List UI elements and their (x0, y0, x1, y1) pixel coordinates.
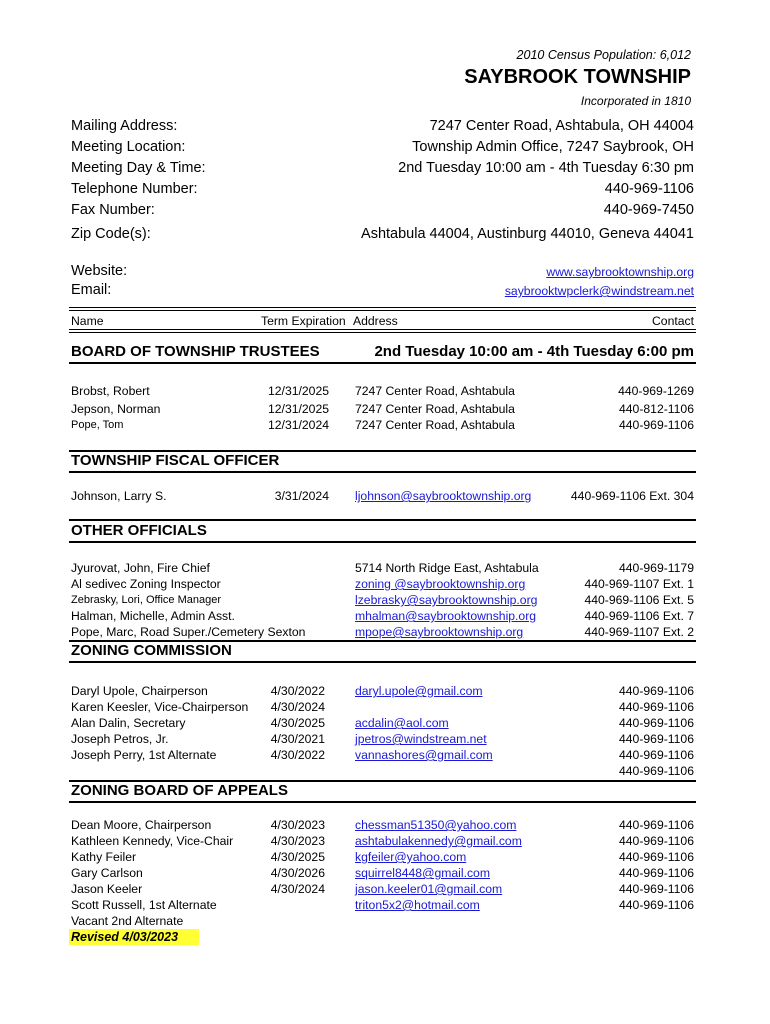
telephone-label: Telephone Number: (71, 181, 198, 197)
section-underline (69, 661, 696, 663)
zoning-member-term: 4/30/2022 (270, 748, 325, 762)
appeals-member-term: 4/30/2025 (270, 850, 325, 864)
zoning-member-email[interactable]: jpetros@windstream.net (355, 732, 487, 746)
official-contact: 440-969-1179 (619, 561, 694, 575)
website-label: Website: (71, 263, 128, 279)
mailing-address-label: Mailing Address: (71, 118, 178, 134)
official-email[interactable]: lzebrasky@saybrooktownship.org (355, 593, 538, 607)
zoning-member-email[interactable]: acdalin@aol.com (355, 716, 449, 730)
official-contact: 440-969-1107 Ext. 2 (584, 625, 694, 639)
trustee-address: 7247 Center Road, Ashtabula (355, 384, 515, 398)
appeals-member-term: 4/30/2023 (270, 818, 325, 832)
zoning-member-email[interactable]: daryl.upole@gmail.com (355, 684, 483, 698)
meeting-location-value: Township Admin Office, 7247 Saybrook, OH (412, 139, 694, 155)
fiscal-officer-name: Johnson, Larry S. (71, 489, 167, 503)
fax-label: Fax Number: (71, 202, 155, 218)
section-title-zoning-appeals: ZONING BOARD OF APPEALS (71, 782, 288, 799)
zoning-member-term: 4/30/2021 (270, 732, 325, 746)
section-title-zoning-commission: ZONING COMMISSION (71, 642, 232, 659)
fax-value: 440-969-7450 (603, 202, 694, 218)
appeals-member-contact: 440-969-1106 (619, 818, 694, 832)
appeals-member-term: 4/30/2024 (270, 882, 325, 896)
zoning-member-contact: 440-969-1106 (619, 748, 694, 762)
zoning-member-term: 4/30/2024 (270, 700, 325, 714)
trustee-term: 12/31/2025 (268, 402, 329, 416)
trustee-contact: 440-969-1269 (618, 384, 694, 398)
revised-date: Revised 4/03/2023 (69, 929, 199, 945)
official-name: Pope, Marc, Road Super./Cemetery Sexton (71, 625, 306, 639)
appeals-member-contact: 440-969-1106 (619, 850, 694, 864)
divider (69, 310, 696, 311)
official-email[interactable]: mhalman@saybrooktownship.org (355, 609, 537, 623)
census-population: 2010 Census Population: 6,012 (516, 48, 691, 62)
meeting-time-value: 2nd Tuesday 10:00 am - 4th Tuesday 6:30 pm (398, 160, 694, 176)
email-label: Email: (71, 282, 112, 298)
official-address: 5714 North Ridge East, Ashtabula (355, 561, 539, 575)
meeting-time-label: Meeting Day & Time: (71, 160, 206, 176)
section-underline (69, 541, 696, 543)
column-name: Name (71, 314, 104, 328)
fiscal-officer-email[interactable]: ljohnson@saybrooktownship.org (355, 489, 532, 503)
appeals-member-email[interactable]: jason.keeler01@gmail.com (355, 882, 503, 896)
appeals-member-contact: 440-969-1106 (619, 866, 694, 880)
zoning-member-term: 4/30/2022 (270, 684, 325, 698)
divider (69, 329, 696, 330)
section-underline (69, 801, 696, 803)
trustee-contact: 440-969-1106 (619, 418, 694, 432)
official-contact: 440-969-1107 Ext. 1 (584, 577, 694, 591)
appeals-member-email[interactable]: ashtabulakennedy@gmail.com (355, 834, 522, 848)
section-overline (69, 519, 696, 521)
appeals-member-contact: 440-969-1106 (619, 834, 694, 848)
trustee-contact: 440-812-1106 (619, 402, 694, 416)
appeals-member-name: Kathleen Kennedy, Vice-Chair (71, 834, 234, 848)
section-title-fiscal: TOWNSHIP FISCAL OFFICER (71, 452, 280, 469)
zoning-member-contact: 440-969-1106 (619, 732, 694, 746)
zoning-extra-contact: 440-969-1106 (619, 764, 694, 778)
appeals-member-term: 4/30/2023 (270, 834, 325, 848)
appeals-member-name: Jason Keeler (71, 882, 143, 896)
divider (69, 307, 696, 308)
page-title: SAYBROOK TOWNSHIP (464, 66, 691, 88)
fiscal-officer-term: 3/31/2024 (274, 489, 329, 503)
appeals-member-name: Dean Moore, Chairperson (71, 818, 212, 832)
appeals-member-email[interactable]: chessman51350@yahoo.com (355, 818, 517, 832)
mailing-address-value: 7247 Center Road, Ashtabula, OH 44004 (429, 118, 694, 134)
column-contact: Contact (651, 314, 694, 328)
appeals-member-email[interactable]: triton5x2@hotmail.com (355, 898, 480, 912)
appeals-member-contact: 440-969-1106 (619, 882, 694, 896)
website-link[interactable]: www.saybrooktownship.org (546, 265, 694, 279)
zoning-member-name: Karen Keesler, Vice-Chairperson (71, 700, 249, 714)
official-name: Al sedivec Zoning Inspector (71, 577, 221, 591)
zoning-member-contact: 440-969-1106 (619, 716, 694, 730)
zoning-member-contact: 440-969-1106 (619, 684, 694, 698)
divider (69, 332, 696, 333)
zoning-member-name: Joseph Petros, Jr. (71, 732, 169, 746)
official-name: Halman, Michelle, Admin Asst. (71, 609, 235, 623)
zip-codes-value: Ashtabula 44004, Austinburg 44010, Geneva 44041 (361, 226, 694, 242)
column-address: Address (353, 314, 398, 328)
trustee-address: 7247 Center Road, Ashtabula (355, 402, 515, 416)
trustee-name: Jepson, Norman (71, 402, 161, 416)
appeals-member-name: Vacant 2nd Alternate (71, 914, 184, 928)
appeals-member-email[interactable]: kgfeiler@yahoo.com (355, 850, 467, 864)
column-term: Term Expiration (261, 314, 346, 328)
trustee-term: 12/31/2024 (268, 418, 329, 432)
appeals-member-name: Scott Russell, 1st Alternate (71, 898, 217, 912)
section-title-other-officials: OTHER OFFICIALS (71, 522, 207, 539)
appeals-member-name: Kathy Feiler (71, 850, 137, 864)
zoning-member-term: 4/30/2025 (270, 716, 325, 730)
fiscal-officer-contact: 440-969-1106 Ext. 304 (570, 489, 694, 503)
official-contact: 440-969-1106 Ext. 7 (584, 609, 694, 623)
zoning-member-email[interactable]: vannashores@gmail.com (355, 748, 493, 762)
zoning-member-contact: 440-969-1106 (619, 700, 694, 714)
trustee-address: 7247 Center Road, Ashtabula (355, 418, 515, 432)
appeals-member-term: 4/30/2026 (270, 866, 325, 880)
trustees-meeting-time: 2nd Tuesday 10:00 am - 4th Tuesday 6:00 pm (374, 343, 694, 360)
official-contact: 440-969-1106 Ext. 5 (584, 593, 694, 607)
incorporated-year: Incorporated in 1810 (580, 94, 691, 108)
zoning-member-name: Alan Dalin, Secretary (71, 716, 186, 730)
trustee-name: Brobst, Robert (71, 384, 150, 398)
trustee-term: 12/31/2025 (268, 384, 329, 398)
trustee-name: Pope, Tom (71, 419, 124, 431)
official-email[interactable]: zoning @saybrooktownship.org (355, 577, 526, 591)
appeals-member-email[interactable]: squirrel8448@gmail.com (355, 866, 490, 880)
official-email[interactable]: mpope@saybrooktownship.org (355, 625, 524, 639)
meeting-location-label: Meeting Location: (71, 139, 186, 155)
section-title-trustees: BOARD OF TOWNSHIP TRUSTEES (71, 343, 320, 360)
email-link[interactable]: saybrooktwpclerk@windstream.net (504, 284, 694, 298)
official-name: Zebrasky, Lori, Office Manager (71, 594, 221, 606)
section-underline (69, 362, 696, 364)
official-name: Jyurovat, John, Fire Chief (71, 561, 210, 575)
appeals-member-name: Gary Carlson (71, 866, 143, 880)
zoning-member-name: Daryl Upole, Chairperson (71, 684, 208, 698)
zip-codes-label: Zip Code(s): (71, 226, 151, 242)
appeals-member-contact: 440-969-1106 (619, 898, 694, 912)
section-underline (69, 471, 696, 473)
zoning-member-name: Joseph Perry, 1st Alternate (71, 748, 217, 762)
telephone-value: 440-969-1106 (604, 181, 694, 197)
